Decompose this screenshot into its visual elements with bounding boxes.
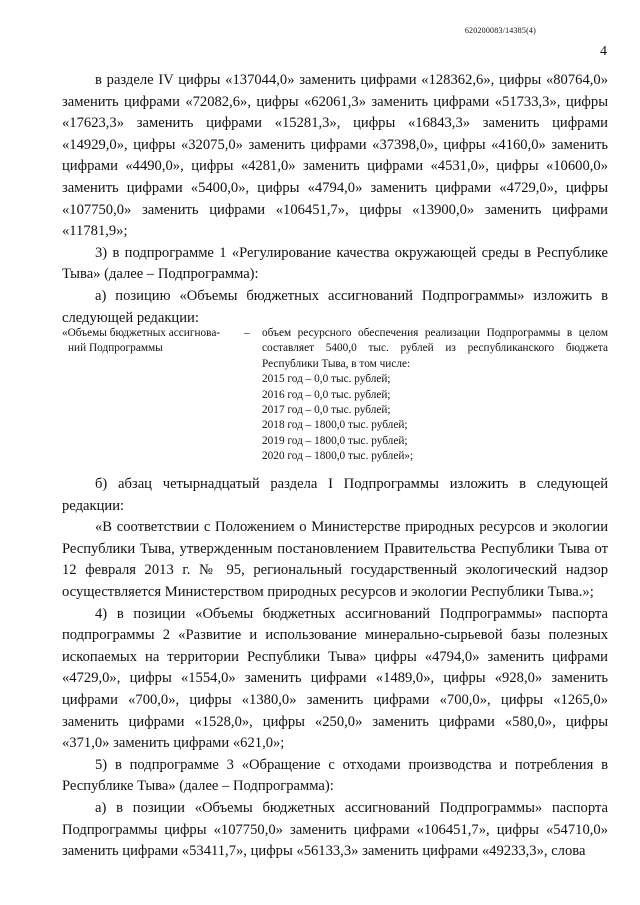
paragraph-item-a: а) позицию «Объемы бюджетных ассигнований Подпрограммы» изложить в следующей редакции: xyxy=(62,287,608,326)
budget-dash: – xyxy=(244,327,250,339)
paragraph-item-5a: а) в позиции «Объемы бюджетных ассигнований Подпрограммы» паспорта Подпрограммы цифры «107750,0» заменить цифрами «106451,7», цифры «54710,0» заменить цифрами «53411,7», цифры «56133,3» заменить цифрами «49233,3», слова xyxy=(62,799,608,860)
budget-description: объем ресурсного обеспечения реализации Подпрограммы в целом составляет 5400,0 тыс. рублей из республиканского бюджета Республики Тыва, в том числе: xyxy=(262,327,608,370)
budget-details xyxy=(262,326,608,465)
budget-year-2016: 2016 год – 0,0 тыс. рублей; xyxy=(262,388,391,401)
paragraph-item-4: 4) в позиции «Объемы бюджетных ассигнований Подпрограммы» паспорта подпрограммы 2 «Развитие и использование минерально-сырьевой базы полезных ископаемых на территории Республики Тыва» цифры «4794,0» заменить цифрами «4729,0», цифры «1554,0» заменить цифрами «1489,0», цифры «928,0» заменить цифрами «700,0», цифры «1380,0» заменить цифрами «700,0», цифры «1265,0» заменить цифрами «1528,0», цифры «250,0» заменить цифрами «580,0», цифры «371,0» заменить цифрами «621,0»; xyxy=(62,605,608,752)
paragraph-item-b: б) абзац четырнадцатый раздела I Подпрограммы изложить в следующей редакции: xyxy=(62,476,608,514)
budget-label-line1: «Объемы бюджетных ассигнова- xyxy=(62,327,221,339)
paragraph-item-5: 5) в подпрограмме 3 «Обращение с отходами производства и потребления в Республике Тыва» (далее – Подпрограмма): xyxy=(62,756,608,795)
budget-label-line2: ний Подпрограммы xyxy=(68,342,163,355)
budget-year-2017: 2017 год – 0,0 тыс. рублей; xyxy=(262,404,391,417)
budget-label xyxy=(62,326,244,465)
document-code: 620200083/14385(4) xyxy=(464,26,536,35)
budget-year-2019: 2019 год – 1800,0 тыс. рублей; xyxy=(262,434,408,447)
paragraph-quote: «В соответствии с Положением о Министерстве природных ресурсов и экологии Республики Тыва, утвержденным постановлением Правительства Республики Тыва от 12 февраля 2013 г. № 95, региональный государственный экологический надзор осуществляется Министерством природных ресурсов и экологии Республики Тыва.»; xyxy=(62,519,608,600)
body-text-top xyxy=(62,70,608,329)
budget-year-2020: 2020 год – 1800,0 тыс. рублей»; xyxy=(262,450,414,463)
body-text-bottom xyxy=(62,474,608,863)
budget-allocation-table xyxy=(62,326,608,465)
budget-year-2018: 2018 год – 1800,0 тыс. рублей; xyxy=(262,419,408,432)
paragraph-subprogram-1: 3) в подпрограмме 1 «Регулирование качества окружающей среды в Республике Тыва» (далее – Подпрограмма): xyxy=(62,244,608,283)
budget-year-2015: 2015 год – 0,0 тыс. рублей; xyxy=(262,373,391,386)
paragraph-section-iv: в разделе IV цифры «137044,0» заменить цифрами «128362,6», цифры «80764,0» заменить цифрами «72082,6», цифры «62061,3» заменить цифрами «51733,3», цифры «17623,3» заменить цифрами «15281,3», цифры «16843,3» заменить цифрами «14929,0», цифры «32075,0» заменить цифрами «37398,0», цифры «4160,0» заменить цифрами «4490,0», цифры «4281,0» заменить цифрами «4531,0», цифры «10600,0» заменить цифрами «5400,0», цифры «4794,0» заменить цифрами «4729,0», цифры «107750,0» заменить цифрами «106451,7», цифры «13900,0» заменить цифрами «11781,9»; xyxy=(62,72,608,240)
page-number: 4 xyxy=(600,44,607,59)
